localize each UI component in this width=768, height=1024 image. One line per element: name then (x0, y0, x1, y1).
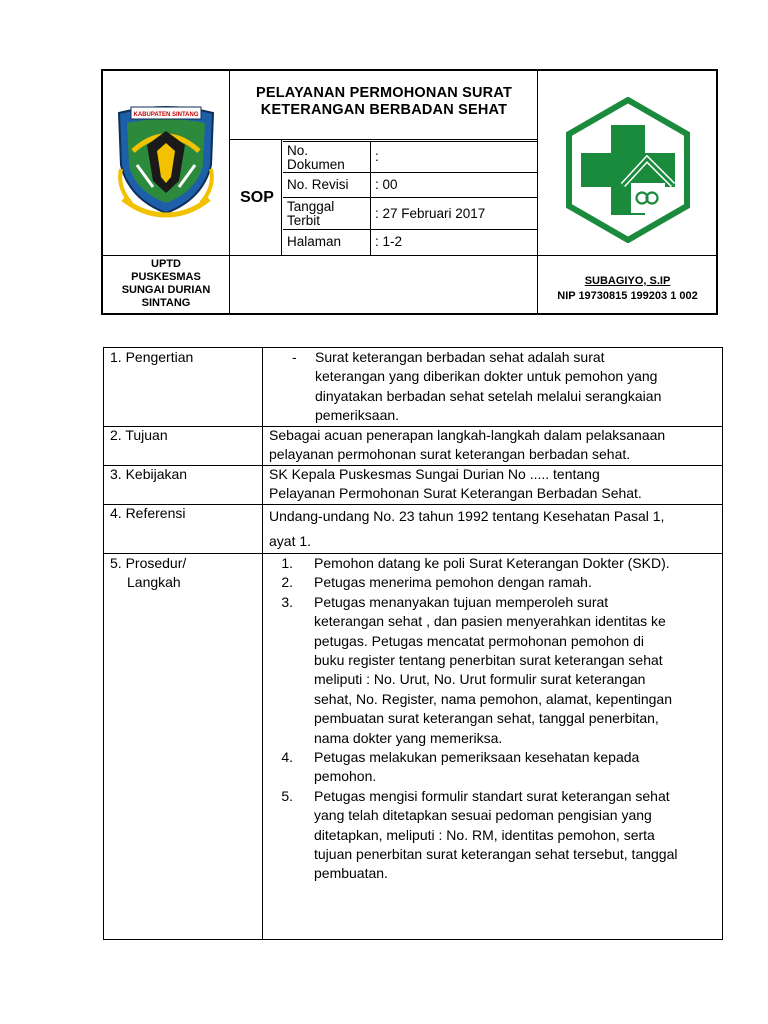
section-label-tujuan: 2. Tujuan (110, 427, 168, 443)
puskesmas-logo (565, 97, 691, 243)
text-line: yang telah ditetapkan sesuai pedoman pengisian yang (314, 807, 652, 824)
text-line: pelayanan permohonan surat keterangan berbadan sehat. (269, 446, 631, 463)
step-text (314, 748, 719, 787)
organization-name (107, 258, 225, 310)
signer-nip: NIP 19730815 199203 1 002 (557, 290, 698, 302)
logo-banner-text: KABUPATEN SINTANG (133, 112, 199, 118)
text-line: Surat keterangan berbadan sehat adalah surat (315, 349, 605, 365)
meta-value: : 00 (375, 177, 398, 192)
text-line: sehat, No. Register, nama pemohon, alamat, kepentingan (314, 690, 672, 707)
step-number: 1. (281, 555, 293, 571)
header-divider (229, 71, 230, 313)
text-line: Undang-undang No. 23 tahun 1992 tentang Kesehatan Pasal 1, (269, 508, 665, 524)
document-title (231, 85, 537, 119)
step-number: 3. (281, 593, 293, 610)
text-line: ditetapkan, meliputi : No. RM, identitas pemohon, serta (314, 826, 655, 843)
text-line: pembuatan. (314, 865, 388, 882)
org-line: UPTD (151, 258, 181, 270)
meta-value: : (375, 149, 379, 164)
column-divider (262, 348, 263, 939)
meta-row-no-revisi (283, 172, 537, 198)
section-text-referensi (269, 504, 719, 554)
meta-label: Tanggal Terbit (287, 199, 335, 228)
text-line: pemeriksaan. (315, 407, 400, 424)
step-number: 4. (281, 749, 293, 765)
text-line: pemohon. (314, 768, 377, 785)
text-line: SK Kepala Puskesmas Sungai Durian No ..... tentang (269, 466, 600, 482)
step-text (314, 573, 719, 592)
step-text (314, 787, 719, 884)
text-line: meliputi : No. Urut, No. Urut formulir surat keterangan (314, 671, 646, 688)
bullet-dash: - (292, 349, 297, 365)
text-line: Petugas melakukan pemeriksaan kesehatan kepada (314, 749, 640, 765)
sop-header-table (101, 69, 718, 315)
sop-label: SOP (240, 189, 274, 206)
text-line: Petugas menanyakan tujuan memperoleh surat (314, 593, 609, 610)
title-line: PELAYANAN PERMOHONAN SURAT (255, 85, 513, 101)
org-line: SUNGAI DURIAN (121, 284, 211, 296)
kabupaten-sintang-logo (113, 95, 219, 219)
signer-block (537, 274, 718, 304)
text-line: Petugas mengisi formulir standart surat keterangan sehat (314, 787, 670, 804)
procedure-steps (269, 554, 719, 939)
step-text (314, 593, 719, 748)
text-line: nama dokter yang memeriksa. (314, 729, 503, 746)
signer-name: SUBAGIYO, S.IP (584, 275, 671, 287)
text-line: ayat 1. (269, 533, 312, 549)
text-line: buku register tentang penerbitan surat keterangan sehat (314, 652, 663, 669)
section-label-pengertian: 1. Pengertian (110, 349, 194, 365)
text-line: Pemohon datang ke poli Surat Keterangan Dokter (SKD). (314, 555, 670, 571)
header-divider (229, 139, 537, 140)
section-label-referensi: 4. Referensi (110, 505, 186, 521)
step-number: 2. (281, 574, 293, 591)
meta-value: : 27 Februari 2017 (375, 206, 486, 221)
sop-content-table (103, 347, 723, 940)
text-line: Petugas menerima pemohon dengan ramah. (314, 574, 592, 591)
section-label-prosedur (110, 554, 260, 593)
text-line: keterangan yang diberikan dokter untuk pemohon yang (315, 368, 658, 385)
org-line: SINTANG (141, 297, 191, 309)
title-line: KETERANGAN BERBADAN SEHAT (260, 102, 508, 118)
meta-row-tanggal-terbit (283, 197, 537, 230)
step-number: 5. (281, 787, 293, 804)
meta-row-no-dokumen (283, 141, 537, 173)
section-text-kebijakan (269, 465, 719, 504)
step-text (314, 554, 719, 573)
section-text-tujuan (269, 426, 719, 465)
label-line: 5. Prosedur/ (110, 555, 187, 571)
text-line: Sebagai acuan penerapan langkah-langkah dalam pelaksanaan (269, 427, 666, 443)
label-line: Langkah (127, 574, 181, 591)
section-label-kebijakan: 3. Kebijakan (110, 466, 188, 482)
meta-label: No. Dokumen (287, 143, 345, 172)
text-line: dinyatakan berbadan sehat setelah melalui serangkaian (315, 387, 662, 404)
text-line: pembuatan surat keterangan sehat, tanggal penerbitan, (314, 710, 659, 727)
text-line: Pelayanan Permohonan Surat Keterangan Berbadan Sehat. (269, 485, 642, 502)
text-line: petugas. Petugas mencatat permohonan pemohon di (314, 632, 645, 649)
section-text-pengertian (315, 348, 715, 426)
text-line: keterangan sehat , dan pasien menyerahkan identitas ke (314, 613, 666, 630)
document-meta (283, 141, 537, 255)
text-line: tujuan penerbitan surat keterangan sehat tersebut, tanggal (314, 846, 678, 863)
meta-value: : 1-2 (375, 234, 403, 249)
meta-label: No. Revisi (287, 177, 349, 192)
org-line: PUSKESMAS (131, 271, 201, 283)
meta-row-halaman (283, 229, 537, 256)
meta-label: Halaman (287, 234, 342, 249)
